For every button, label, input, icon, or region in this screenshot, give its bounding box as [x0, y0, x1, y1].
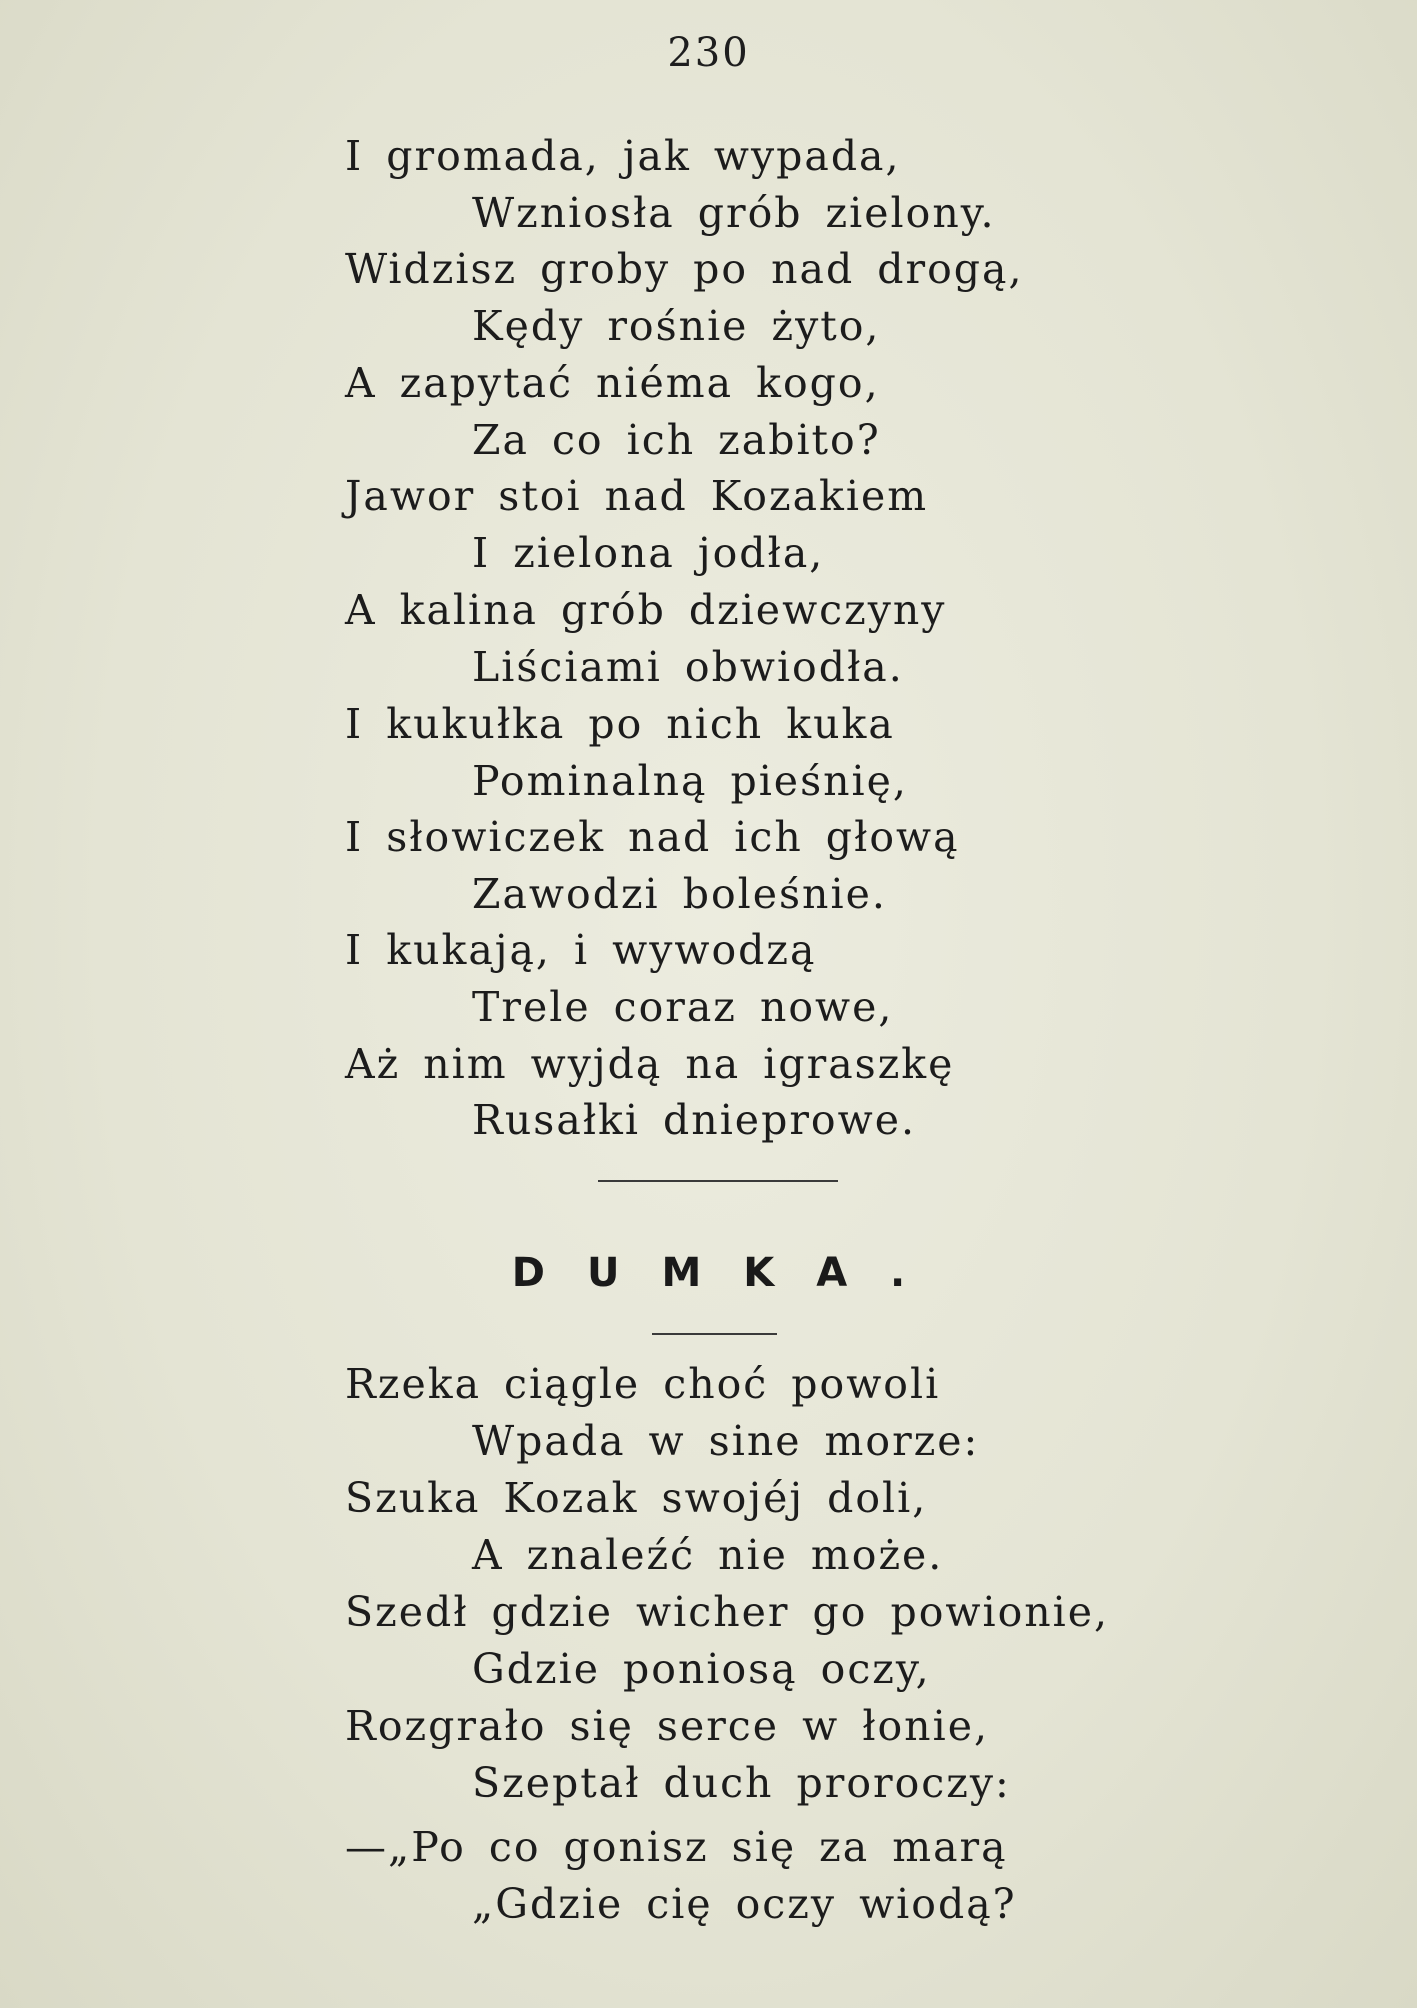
verse-line: Pominalną pieśnię,: [472, 757, 908, 805]
verse-line: I zielona jodła,: [472, 529, 825, 577]
verse-line: Kędy rośnie żyto,: [472, 302, 881, 350]
verse-line: I kukają, i wywodzą: [345, 926, 817, 974]
verse-line: Rozgrało się serce w łonie,: [345, 1702, 989, 1750]
title-underline: [652, 1333, 777, 1335]
poem-title: DUMKA.: [511, 1250, 948, 1296]
verse-line: Szedł gdzie wicher go powionie,: [345, 1588, 1110, 1636]
verse-line: Za co ich zabito?: [472, 416, 881, 464]
verse-line: „Gdzie cię oczy wiodą?: [472, 1880, 1017, 1928]
verse-line: Szuka Kozak swojéj doli,: [345, 1474, 928, 1522]
verse-line: I gromada, jak wypada,: [345, 132, 901, 180]
verse-line: A znaleźć nie może.: [472, 1531, 944, 1579]
section-divider: [598, 1180, 838, 1182]
verse-line: Zawodzi boleśnie.: [472, 870, 887, 918]
verse-line: A zapytać niéma kogo,: [345, 359, 880, 407]
verse-line: Rzeka ciągle choć powoli: [345, 1360, 941, 1408]
verse-line: Wpada w sine morze:: [472, 1417, 980, 1465]
verse-line: Szeptał duch proroczy:: [472, 1759, 1011, 1807]
verse-line: I słowiczek nad ich głową: [345, 813, 960, 861]
verse-line: Liściami obwiodła.: [472, 643, 904, 691]
verse-line: I kukułka po nich kuka: [345, 700, 895, 748]
verse-line: Trele coraz nowe,: [472, 983, 894, 1031]
page-number: 230: [667, 30, 750, 76]
verse-line: A kalina grób dziewczyny: [345, 586, 947, 634]
verse-line: Widzisz groby po nad drogą,: [345, 245, 1024, 293]
verse-line: Wzniosła grób zielony.: [472, 189, 996, 237]
verse-line: Jawor stoi nad Kozakiem: [345, 472, 929, 520]
verse-line: Rusałki dnieprowe.: [472, 1096, 916, 1144]
verse-line: —„Po co gonisz się za marą: [345, 1823, 1008, 1871]
verse-line: Gdzie poniosą oczy,: [472, 1645, 931, 1693]
verse-line: Aż nim wyjdą na igraszkę: [345, 1040, 955, 1088]
